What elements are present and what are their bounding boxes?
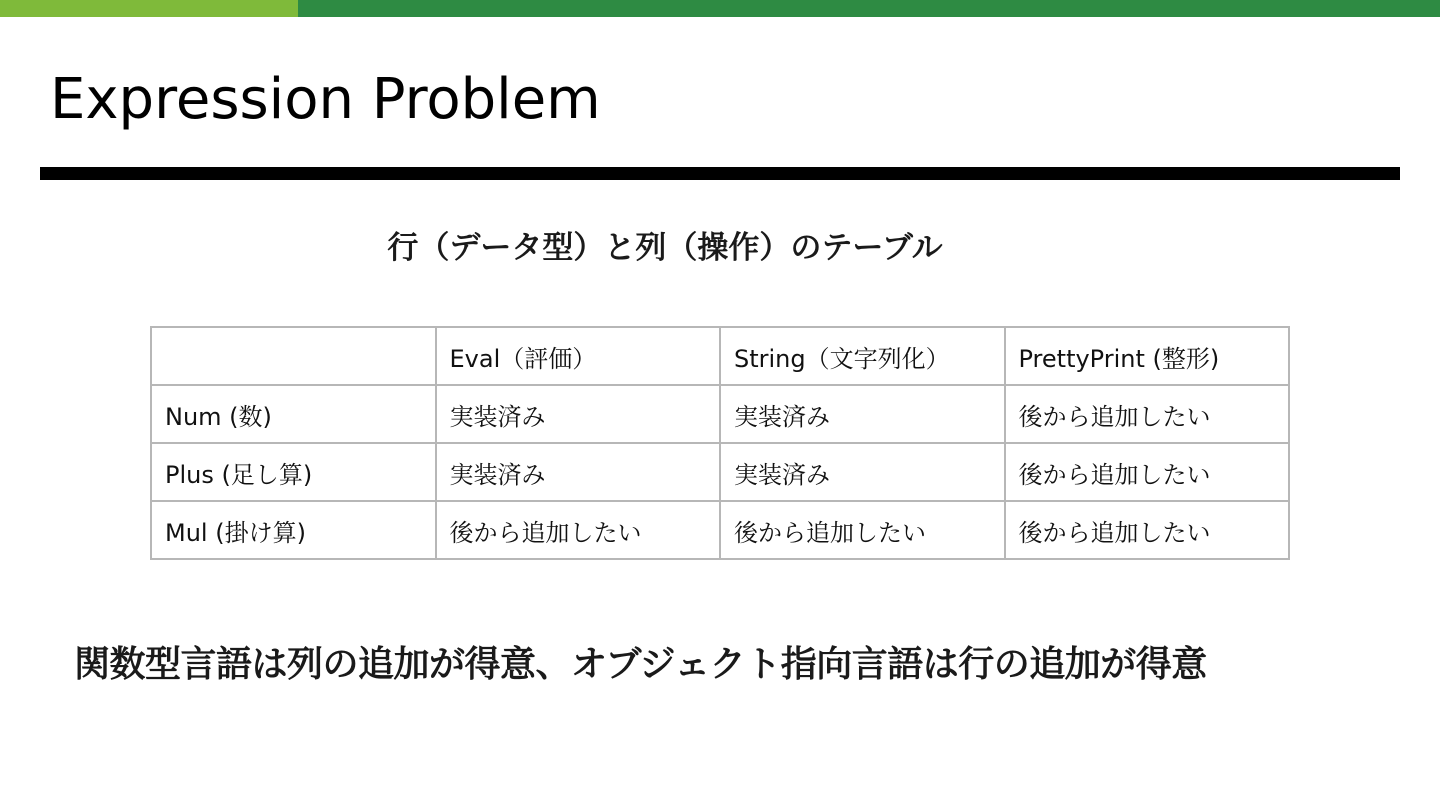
table-header-row xyxy=(151,327,1289,385)
table-cell: 後から追加したい xyxy=(1005,385,1290,443)
title-divider xyxy=(40,167,1400,180)
expression-problem-table xyxy=(150,326,1290,560)
header-cell-eval: Eval（評価） xyxy=(436,327,721,385)
table-cell: 後から追加したい xyxy=(436,501,721,559)
header-cell-prettyprint: PrettyPrint (整形) xyxy=(1005,327,1290,385)
table-row-mul xyxy=(151,501,1289,559)
table-row-num xyxy=(151,385,1289,443)
accent-bar-light-segment xyxy=(0,0,298,17)
table-cell: 後から追加したい xyxy=(1005,443,1290,501)
row-label-mul: Mul (掛け算) xyxy=(151,501,436,559)
table-cell: 実装済み xyxy=(720,385,1005,443)
row-label-plus: Plus (足し算) xyxy=(151,443,436,501)
table-caption: 行（データ型）と列（操作）のテーブル xyxy=(387,230,943,266)
top-accent-bar xyxy=(0,0,1440,17)
table-cell: 後から追加したい xyxy=(1005,501,1290,559)
table-cell: 後から追加したい xyxy=(720,501,1005,559)
header-cell-string: String（文字列化） xyxy=(720,327,1005,385)
table-row-plus xyxy=(151,443,1289,501)
table-cell: 実装済み xyxy=(720,443,1005,501)
row-label-num: Num (数) xyxy=(151,385,436,443)
table-cell: 実装済み xyxy=(436,385,721,443)
table-cell: 実装済み xyxy=(436,443,721,501)
slide-title: Expression Problem xyxy=(50,67,601,132)
conclusion-text: 関数型言語は列の追加が得意、オブジェクト指向言語は行の追加が得意 xyxy=(74,644,1207,685)
accent-bar-dark-segment xyxy=(298,0,1440,17)
header-cell-corner xyxy=(151,327,436,385)
